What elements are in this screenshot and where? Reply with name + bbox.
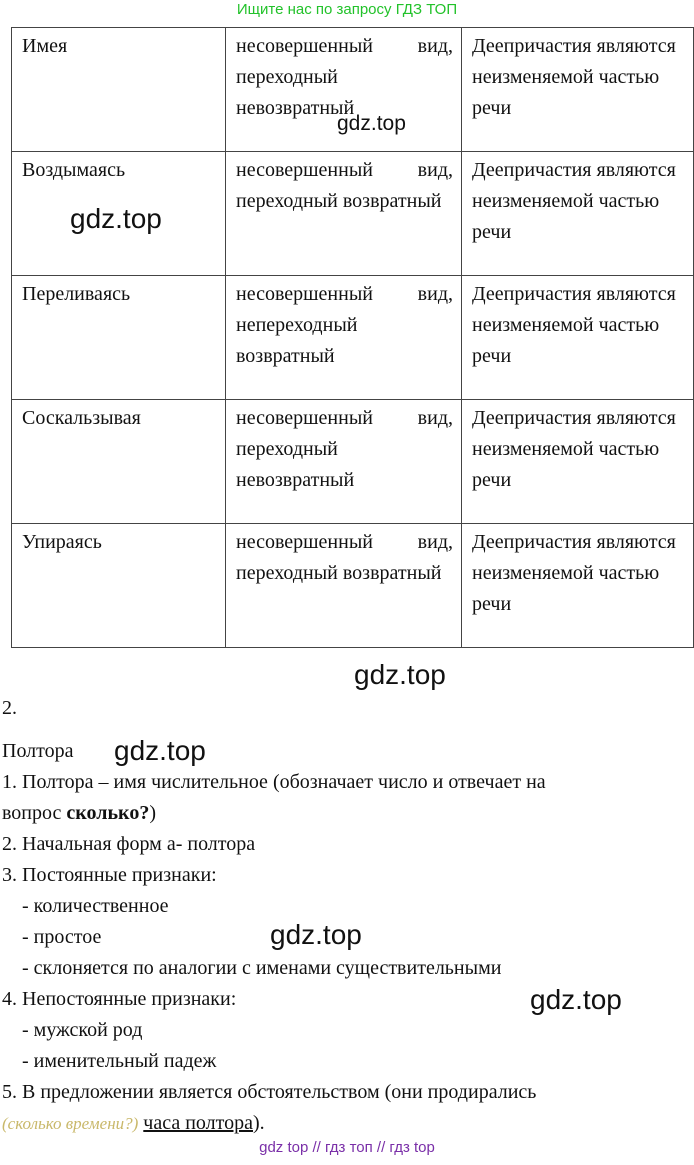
watermark: gdz.top <box>530 984 622 1015</box>
note-cell: Деепричастия являются неизменяемой частью речи <box>462 400 694 524</box>
form-cell: несовершенный вид, переходный невозвратный <box>226 400 462 524</box>
item-4-b: - именительный падеж <box>22 1050 217 1072</box>
item-1: 1. Полтора – имя числительное (обозначает число и отвечает на <box>2 771 546 793</box>
top-banner[interactable]: Ищите нас по запросу ГДЗ ТОП <box>236 1 458 18</box>
table-row <box>12 276 694 400</box>
item-3-a: - количественное <box>22 895 169 917</box>
note-cell: Деепричастия являются неизменяемой частью речи <box>462 28 694 152</box>
item-5-question: (сколько времени?) <box>2 1114 139 1133</box>
word-cell: Соскальзывая <box>12 400 226 524</box>
watermark: gdz.top <box>354 659 446 690</box>
item-5-underlined: часа полтора <box>143 1112 254 1134</box>
item-5-example <box>2 1108 692 1139</box>
bottom-links[interactable]: gdz top // гдз топ // гдз top <box>259 1139 435 1156</box>
item-4-a: - мужской род <box>22 1019 143 1041</box>
note-cell: Деепричастия являются неизменяемой частью речи <box>462 524 694 648</box>
word-cell: Воздымаясь <box>12 152 226 276</box>
watermark: gdz.top <box>114 735 206 766</box>
note-cell: Деепричастия являются неизменяемой частью речи <box>462 276 694 400</box>
form-cell: несовершенный вид, переходный возвратный <box>226 152 462 276</box>
table-row <box>12 400 694 524</box>
item-3-c: - склоняется по аналогии с именами существительными <box>22 957 502 979</box>
item-5: 5. В предложении является обстоятельством (они продирались <box>2 1081 537 1103</box>
item-1-bold: сколько? <box>66 802 150 824</box>
form-cell: несовершенный вид, переходный невозвратный <box>226 28 462 152</box>
form-cell: несовершенный вид, переходный возвратный <box>226 524 462 648</box>
word-cell: Имея <box>12 28 226 152</box>
word-cell: Упираясь <box>12 524 226 648</box>
item-1-cont-text: вопрос <box>2 802 67 824</box>
item-4: 4. Непостоянные признаки: <box>2 988 237 1010</box>
watermark: gdz.top <box>337 112 406 135</box>
note-cell: Деепричастия являются неизменяемой частью речи <box>462 152 694 276</box>
item-3-b: - простое <box>22 926 102 948</box>
form-cell: несовершенный вид, непереходный возвратный <box>226 276 462 400</box>
answer-number: 2. <box>2 697 17 719</box>
item-2: 2. Начальная форм а- полтора <box>2 833 256 855</box>
item-5-end: ). <box>253 1112 265 1134</box>
watermark: gdz.top <box>70 203 162 234</box>
answer-title: Полтора <box>2 740 74 762</box>
table-row <box>12 524 694 648</box>
item-1-continued <box>2 798 692 829</box>
watermark: gdz.top <box>270 919 362 950</box>
word-cell: Переливаясь <box>12 276 226 400</box>
item-1-end: ) <box>149 802 156 824</box>
item-3: 3. Постоянные признаки: <box>2 864 217 886</box>
answer-section <box>2 693 692 1139</box>
